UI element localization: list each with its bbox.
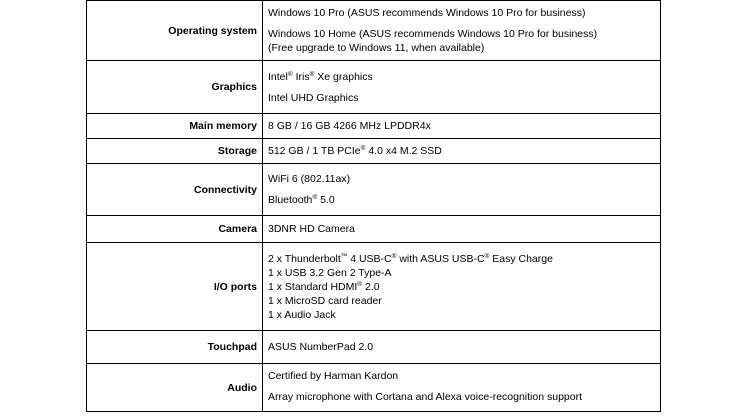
row-label: Camera [87,216,263,243]
row-label: Graphics [87,61,263,114]
row-value [263,61,661,114]
row-label: Storage [87,139,263,164]
row-value: 8 GB / 16 GB 4266 MHz LPDDR4x [263,114,661,139]
table-row-operating-system [87,1,661,61]
os-option-pro: Windows 10 Pro (ASUS recommends Windows 10 Pro for business) [268,7,586,19]
io-port-item: 1 x USB 3.2 Gen 2 Type-A [268,266,392,279]
os-option-home-line1: Windows 10 Home (ASUS recommends Windows 10 Pro for business) [268,28,598,40]
io-port-item: 1 x Audio Jack [268,308,336,321]
row-value [263,1,661,61]
table-row-connectivity [87,164,661,216]
os-option-home [268,27,654,55]
table-row-touchpad [87,331,661,364]
table-row-graphics [87,61,661,114]
os-option-home-line2: (Free upgrade to Windows 11, when available) [268,42,485,54]
table-row-main-memory [87,114,661,139]
row-value [263,243,661,331]
io-port-item: 1 x Standard HDMI® 2.0 [268,280,380,293]
row-value: 512 GB / 1 TB PCIe® 4.0 x4 M.2 SSD [263,139,661,164]
row-label: Main memory [87,114,263,139]
graphics-option-iris: Intel® Iris® Xe graphics [268,70,373,83]
audio-certification: Certified by Harman Kardon [268,370,399,382]
spec-table [86,0,661,412]
row-value [263,164,661,216]
io-port-item: 2 x Thunderbolt™ 4 USB-C® with ASUS USB-C® Easy Charge [268,252,553,265]
row-label: Connectivity [87,164,263,216]
table-row-camera [87,216,661,243]
row-value [263,364,661,412]
row-label: Audio [87,364,263,412]
table-row-storage [87,139,661,164]
row-label: I/O ports [87,243,263,331]
connectivity-bluetooth: Bluetooth® 5.0 [268,194,335,206]
row-label: Touchpad [87,331,263,364]
row-label: Operating system [87,1,263,61]
io-port-item: 1 x MicroSD card reader [268,294,382,307]
graphics-option-uhd: Intel UHD Graphics [268,91,359,104]
table-row-audio [87,364,661,412]
table-row-io-ports [87,243,661,331]
audio-microphone: Array microphone with Cortana and Alexa voice-recognition support [268,391,583,403]
connectivity-wifi: WiFi 6 (802.11ax) [268,173,351,185]
row-value: ASUS NumberPad 2.0 [263,331,661,364]
row-value: 3DNR HD Camera [263,216,661,243]
